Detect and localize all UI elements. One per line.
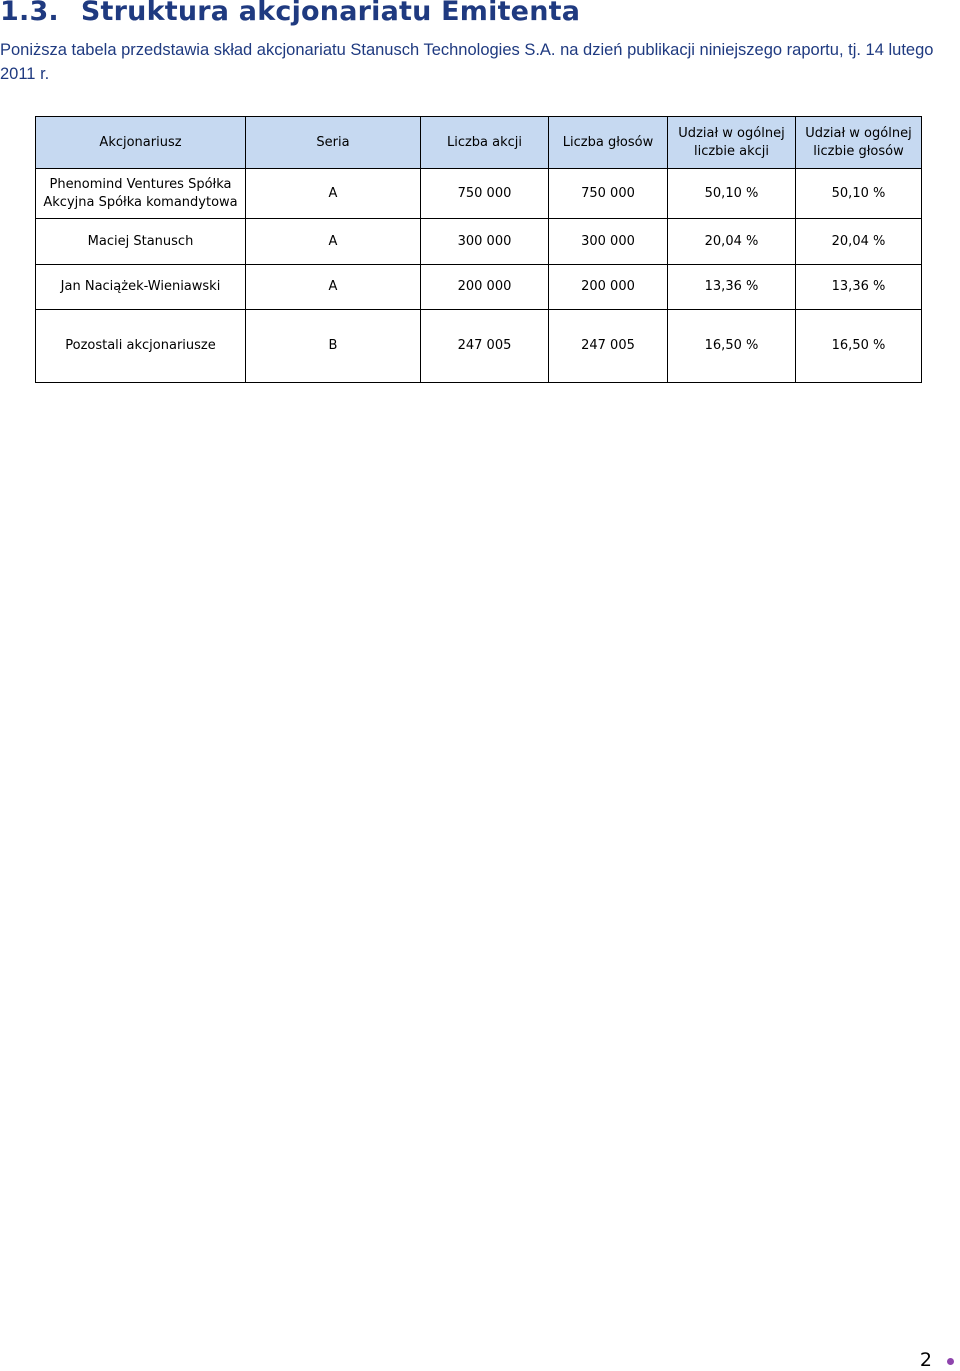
intro-paragraph: Poniższa tabela przedstawia skład akcjonariatu Stanusch Technologies S.A. na dzień publikacji niniejszego raportu, tj. 14 lutego 2011 r. — [0, 41, 934, 83]
section-number: 1.3. — [0, 0, 59, 27]
cell-vote-count: 300 000 — [549, 219, 668, 265]
cell-shareholder: Jan Naciążek-Wieniawski — [36, 265, 246, 310]
cell-share-count: 750 000 — [421, 169, 549, 219]
table-row — [36, 265, 922, 310]
cell-vote-count: 200 000 — [549, 265, 668, 310]
cell-series: A — [246, 169, 421, 219]
shareholder-table — [35, 116, 922, 383]
table-row — [36, 310, 922, 383]
table-header-row — [36, 117, 922, 169]
header-vote-percent: Udział w ogólnej liczbie głosów — [796, 117, 922, 169]
cell-shareholder: Pozostali akcjonariusze — [36, 310, 246, 383]
bullet-dot-icon — [947, 1358, 954, 1365]
page-number: 2 — [919, 1349, 932, 1371]
cell-share-count: 200 000 — [421, 265, 549, 310]
cell-vote-count: 750 000 — [549, 169, 668, 219]
cell-shareholder: Maciej Stanusch — [36, 219, 246, 265]
cell-series: A — [246, 265, 421, 310]
cell-share-percent: 16,50 % — [668, 310, 796, 383]
section-title: Struktura akcjonariatu Emitenta — [80, 0, 581, 27]
cell-share-percent: 50,10 % — [668, 169, 796, 219]
header-vote-count: Liczba głosów — [549, 117, 668, 169]
cell-shareholder: Phenomind Ventures Spółka Akcyjna Spółka komandytowa — [36, 169, 246, 219]
cell-series: A — [246, 219, 421, 265]
header-share-percent: Udział w ogólnej liczbie akcji — [668, 117, 796, 169]
cell-vote-percent: 50,10 % — [796, 169, 922, 219]
cell-share-percent: 20,04 % — [668, 219, 796, 265]
cell-vote-count: 247 005 — [549, 310, 668, 383]
cell-series: B — [246, 310, 421, 383]
cell-vote-percent: 20,04 % — [796, 219, 922, 265]
cell-share-count: 300 000 — [421, 219, 549, 265]
table-row — [36, 169, 922, 219]
cell-share-count: 247 005 — [421, 310, 549, 383]
section-heading — [0, 0, 580, 27]
cell-vote-percent: 16,50 % — [796, 310, 922, 383]
header-shareholder: Akcjonariusz — [36, 117, 246, 169]
header-share-count: Liczba akcji — [421, 117, 549, 169]
header-series: Seria — [246, 117, 421, 169]
cell-share-percent: 13,36 % — [668, 265, 796, 310]
table-row — [36, 219, 922, 265]
cell-vote-percent: 13,36 % — [796, 265, 922, 310]
